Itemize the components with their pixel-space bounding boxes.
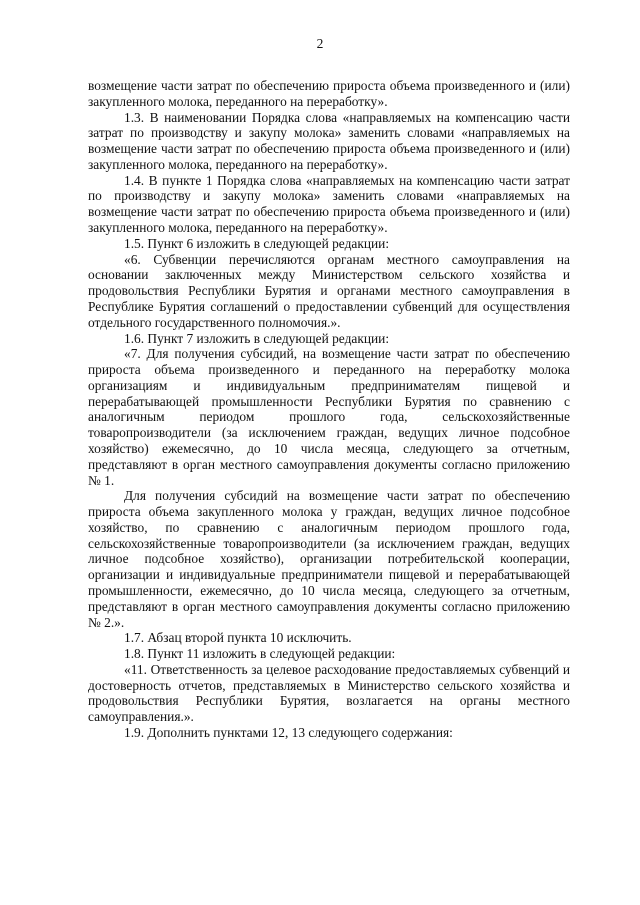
document-body [88,78,570,741]
paragraph-clause-11: «11. Ответственность за целевое расходование предоставляемых субвенций и достоверность отчетов, представляемых в Министерство сельского хозяйства и продовольствия Республики Бурятия, возлагается на органы местного самоуправления.». [88,661,570,725]
paragraph-item-1-3: 1.3. В наименовании Порядка слова «направляемых на компенсацию части затрат по производству и закупу молока» заменить словами «направляемых на возмещение части затрат по обеспечению прироста объема произведенного и (или) закупленного молока, переданного на переработку». [88,109,570,172]
paragraph-item-1-8: 1.8. Пункт 11 изложить в следующей редакции: [124,646,396,662]
paragraph-clause-6: «6. Субвенции перечисляются органам местного самоуправления на основании заключенных между Министерством сельского хозяйства и продовольствия Республики Бурятия и органами местного самоуправления в Республике Бурятия соглашений о предоставлении субвенций для осуществления отдельного государственного полномочия.». [88,251,570,330]
paragraph-clause-7-second: Для получения субсидий на возмещение части затрат по обеспечению прироста объема закупленного молока у граждан, ведущих личное подсобное хозяйство, по сравнению с аналогичным периодом прошлого года, сельскохозяйственные товаропроизводители (за исключением граждан, ведущих личное подсобное хозяйство), организации потребительской кооперации, организации и индивидуальные предприниматели пищевой и перерабатывающей промышленности, ежемесячно, до 10 числа месяца, следующего за отчетным, представляют в орган местного самоуправления документы согласно приложению № 2.». [88,488,570,630]
paragraph-item-1-9: 1.9. Дополнить пунктами 12, 13 следующего содержания: [124,725,453,741]
paragraph-item-1-7: 1.7. Абзац второй пункта 10 исключить. [124,630,352,646]
paragraph-clause-7: «7. Для получения субсидий, на возмещение части затрат по обеспечению прироста объема произведенного и переданного на переработку молока организациям и индивидуальным предпринимателям пищевой и перерабатывающей промышленности Республики Бурятия по сравнению с аналогичным периодом прошлого года, сельскохозяйственные товаропроизводители (за исключением граждан, ведущих личное подсобное хозяйство) ежемесячно, до 10 числа месяца, следующего за отчетным, представляют в орган местного самоуправления документы согласно приложению № 1. [88,346,570,488]
paragraph-item-1-6: 1.6. Пункт 7 изложить в следующей редакции: [124,330,390,346]
paragraph-1: возмещение части затрат по обеспечению прироста объема произведенного и (или) закупленного молока, переданного на переработку». [88,78,570,109]
page-number: 2 [316,36,324,51]
paragraph-item-1-5: 1.5. Пункт 6 изложить в следующей редакции: [124,235,390,251]
paragraph-item-1-4: 1.4. В пункте 1 Порядка слова «направляемых на компенсацию части затрат по производству и закупу молока» заменить словами «направляемых на возмещение части затрат по обеспечению прироста объема произведенного и (или) закупленного молока, переданного на переработку». [88,172,570,236]
